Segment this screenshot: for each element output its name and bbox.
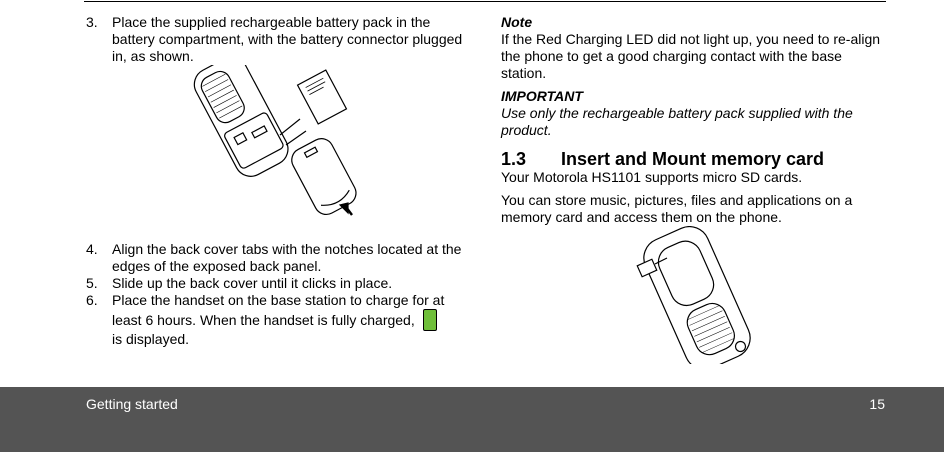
battery-full-icon [423, 309, 437, 331]
memory-card-illustration [501, 226, 889, 364]
step-5 [86, 275, 474, 292]
important-heading: IMPORTANT [501, 88, 583, 104]
left-column [86, 14, 474, 348]
battery-install-illustration [86, 65, 474, 241]
paragraph-1: Your Motorola HS1101 supports micro SD cards. [501, 169, 803, 185]
step-text: Slide up the back cover until it clicks in place. [112, 275, 393, 291]
step-text: Align the back cover tabs with the notches located at the edges of the exposed back panel. [112, 241, 462, 274]
top-rule [84, 1, 886, 2]
page-number: 15 [869, 396, 885, 412]
footer-title: Getting started [86, 396, 178, 412]
step-6 [86, 292, 474, 348]
step-number: 6. [86, 292, 98, 308]
step-number: 3. [86, 14, 98, 30]
important-body: Use only the rechargeable battery pack supplied with the product. [501, 105, 853, 138]
step-3 [86, 14, 474, 65]
section-number: 1.3 [501, 149, 527, 169]
step-text-before: Place the handset on the base station to charge for at least 6 hours. When the handset is fully charged, [112, 292, 445, 328]
note-heading: Note [501, 14, 533, 30]
paragraph-2: You can store music, pictures, files and applications on a memory card and access them on the phone. [501, 192, 853, 225]
page-footer [0, 387, 944, 452]
section-title: Insert and Mount memory card [561, 149, 825, 169]
note-body: If the Red Charging LED did not light up, you need to re-align the phone to get a good charging contact with the base station. [501, 31, 881, 81]
right-column [501, 14, 889, 364]
section-heading [501, 149, 889, 169]
step-4 [86, 241, 474, 275]
step-text-after: is displayed. [112, 331, 190, 347]
step-number: 5. [86, 275, 98, 291]
step-number: 4. [86, 241, 98, 257]
step-text: Place the supplied rechargeable battery pack in the battery compartment, with the battery connector plugged in, as shown. [112, 14, 463, 64]
